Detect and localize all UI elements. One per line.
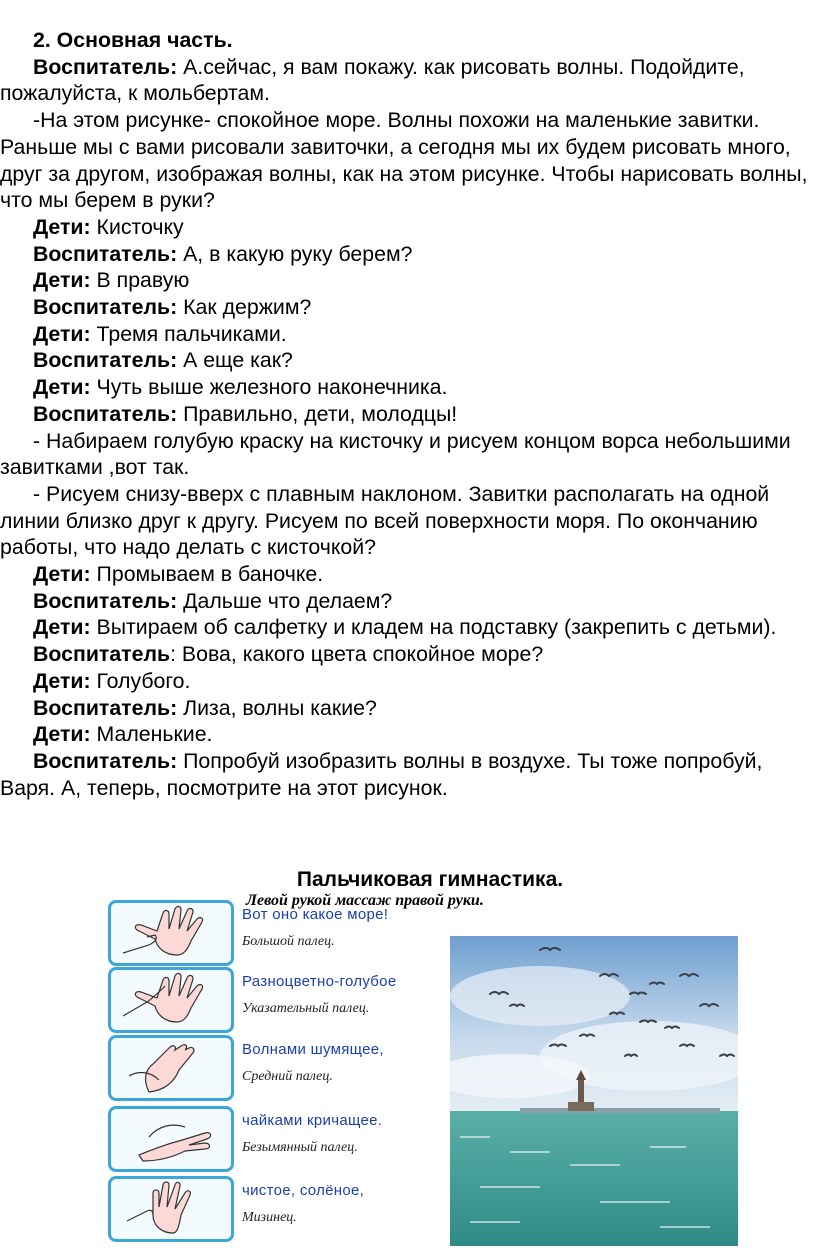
gym-row-3 [106,1035,446,1107]
dialogue-line [0,321,812,348]
dialogue-line [0,27,812,54]
speech-text: - Рисуем снизу-вверх с плавным наклоном. Завитки располагать на одной линии близко друг к другу. Рисуем по всей поверхности моря. По окончанию работы, что надо делать с кисточкой? [0,481,770,560]
dialogue-line [0,561,812,588]
speech-text: Попробуй изобразить волны в воздухе. Ты тоже попробуй, Варя. А, теперь, посмотрите на этот рисунок. [0,748,763,800]
dialogue-line [0,401,812,428]
speaker-label: Воспитатель [33,642,171,667]
speaker-label: Воспитатель: [33,748,178,773]
dialogue-line [0,214,812,241]
dialogue-line [0,428,812,481]
speech-text: Чуть выше железного наконечника. [90,375,448,400]
hand-illustration-5 [108,1176,234,1242]
finger-name-3: Средний палец. [242,1069,333,1084]
dialogue-line [0,721,812,748]
gym-row-5 [106,1176,446,1248]
speaker-label: Дети: [33,375,91,400]
rhyme-line-2: Разноцветно-голубое [242,973,397,990]
dialogue-line [0,641,812,668]
speech-text: Промываем в баночке. [90,562,324,587]
sea-with-seagulls-image [450,936,738,1246]
hand-icon [119,1040,219,1096]
speech-text: Лиза, волны какие? [177,695,377,720]
speaker-label: Дети: [33,214,91,239]
speaker-label: Воспитатель: [33,54,178,79]
speaker-label: Воспитатель: [33,241,178,266]
gym-row-2 [106,967,446,1039]
hand-icon [119,1181,219,1237]
speech-text: -На этом рисунке- спокойное море. Волны похожи на маленькие завитки. Раньше мы с вами рисовали завиточки, а сегодня мы их будем рисовать много, друг за другом, изображая волны, как на этом рисунке. Чтобы нарисовать волны, что мы берем в руки? [0,108,808,213]
hand-icon [119,1111,219,1167]
finger-name-4: Безымянный палец. [242,1140,358,1155]
speaker-label: Дети: [33,321,91,346]
speaker-label: Воспитатель: [33,348,178,373]
speaker-label: Дети: [33,562,91,587]
dialogue-line [0,347,812,374]
speech-text: Тремя пальчиками. [90,321,287,346]
speaker-label: Дети: [33,722,91,747]
dialogue-line [0,614,812,641]
speech-text: А еще как? [177,348,293,373]
speaker-label: 2. Основная часть. [33,28,233,52]
dialogue-line [0,668,812,695]
dialogue-line [0,748,812,801]
rhyme-line-4: чайками кричащее. [242,1112,383,1129]
rhyme-line-1: Вот оно какое море! [242,906,389,923]
speech-text: Голубого. [90,668,191,693]
dialogue-line [0,481,812,561]
lesson-text [0,27,812,801]
dialogue-line [0,294,812,321]
sea-photo [450,936,738,1246]
gymnastics-subtitle: Левой рукой массаж правой руки. [246,892,484,909]
gymnastics-title: Пальчиковая гимнастика. [296,868,564,891]
speaker-label: Воспитатель: [33,588,178,613]
speaker-label: Дети: [33,268,91,293]
speaker-label: Воспитатель: [33,401,178,426]
finger-name-5: Мизинец. [242,1210,297,1225]
speech-text: Правильно, дети, молодцы! [177,401,458,426]
dialogue-line [0,241,812,268]
speaker-label: Воспитатель: [33,695,178,720]
hand-icon [119,905,219,961]
speech-text: А, в какую руку берем? [177,241,413,266]
speaker-label: Воспитатель: [33,295,178,320]
dialogue-line [0,374,812,401]
finger-name-2: Указательный палец. [242,1001,370,1016]
hand-icon [119,972,219,1028]
speech-text: Кисточку [90,214,184,239]
rhyme-line-5: чистое, солёное, [242,1182,365,1199]
speech-text: А.сейчас, я вам покажу. как рисовать волны. Подойдите, пожалуйста, к мольбертам. [0,54,745,106]
speech-text: Как держим? [177,295,312,320]
hand-illustration-2 [108,967,234,1033]
speech-text: Дальше что делаем? [177,588,393,613]
dialogue-line [0,695,812,722]
finger-name-1: Большой палец. [242,934,335,949]
speech-text: В правую [90,268,190,293]
gym-row-4 [106,1106,446,1178]
speaker-label: Дети: [33,615,91,640]
speech-text: Вытираем об салфетку и кладем на подставку (закрепить с детьми). [90,615,777,640]
hand-illustration-4 [108,1106,234,1172]
speech-text: - Набираем голубую краску на кисточку и рисуем концом ворса небольшими завитками ,вот так. [0,428,791,480]
rhyme-line-3: Волнами шумящее, [242,1041,384,1058]
dialogue-line [0,588,812,615]
dialogue-line [0,107,812,214]
gym-row-1 [106,900,446,972]
speaker-label: Дети: [33,668,91,693]
dialogue-line [0,267,812,294]
speech-text: : Вова, какого цвета спокойное море? [170,642,544,667]
hand-illustration-1 [108,900,234,966]
dialogue-line [0,54,812,107]
speech-text: Маленькие. [90,722,213,747]
hand-illustration-3 [108,1035,234,1101]
